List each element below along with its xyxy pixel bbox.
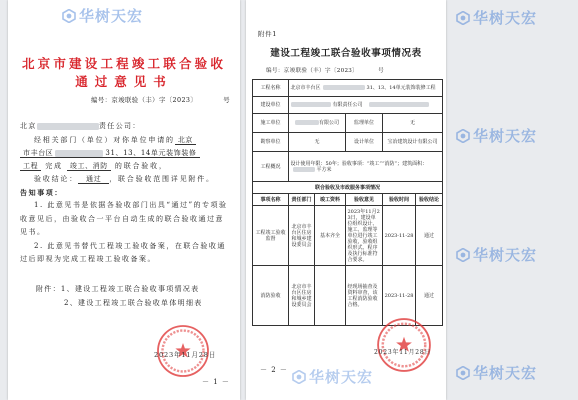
fill-in-underlined: 北京 xyxy=(175,136,196,145)
attachment-item: 2、建设工程竣工联合验收单体明细表 xyxy=(64,299,203,307)
cell-label: 监理单位 xyxy=(346,114,383,133)
document-title-line2: 通过意见书 xyxy=(75,74,173,89)
column-header: 验收结论 xyxy=(416,194,443,206)
column-header: 验收意见 xyxy=(346,194,383,206)
cell-text: 平方米 xyxy=(316,166,332,173)
cell-text: 31、13、14单元装饰装修工程 xyxy=(366,85,436,91)
seal-date: 2023年11月28日 xyxy=(374,349,432,356)
item-date: 2023-11-28 xyxy=(383,266,416,326)
notice-item: 2. 此意见书替代工程竣工验收备案，在联合验收通过后即视为完成工程竣工验收备案。 xyxy=(20,241,226,263)
redacted-text xyxy=(323,85,365,90)
cell-label: 建设单位 xyxy=(253,97,289,114)
watermark-logo-icon xyxy=(456,11,470,25)
body-text: 的联合验收， xyxy=(114,162,168,170)
addressee xyxy=(20,121,141,131)
notice-item: 1. 此意见书是依据各验收部门出具“通过”的专项验收意见后，由验收合一平台自动生成的联合验收通过意见书。 xyxy=(20,201,228,236)
body-text: 经相关部门（单位）对你单位申请的 xyxy=(34,136,175,144)
cell-value: 无 xyxy=(383,114,443,133)
table-row xyxy=(253,206,443,266)
form-title: 建设工程竣工联合验收事项情况表 xyxy=(270,48,422,59)
page-number: － 1 － xyxy=(202,378,230,386)
item-department: 北京市丰台区住房和城乡建设委员会 xyxy=(289,206,315,266)
body-line xyxy=(20,174,232,184)
watermark-logo-icon xyxy=(456,366,470,380)
section-title: 联合验收及市政服务事项情况 xyxy=(253,182,443,194)
watermark xyxy=(456,125,537,146)
page-number: － 2 － xyxy=(260,366,288,374)
fill-text: 31、13、14单元装饰装修 xyxy=(105,149,197,157)
watermark-text: 华树天宏 xyxy=(473,9,538,27)
acceptance-info-table xyxy=(252,79,443,326)
seal-date: 2023年11月28日 xyxy=(154,351,217,359)
body-text: 完成 xyxy=(45,162,63,170)
document-number-suffix: 号 xyxy=(223,96,230,104)
watermark-logo-icon xyxy=(456,129,470,143)
cell-label: 勘察单位 xyxy=(253,133,289,152)
body-line xyxy=(20,148,232,158)
column-header-row xyxy=(253,194,443,206)
fill-in-underlined: 竣工、消防 xyxy=(67,162,111,171)
cell-value xyxy=(289,80,443,97)
cell-text: 有限责任公司 xyxy=(332,102,363,108)
addressee-suffix: 责任公司： xyxy=(98,122,141,130)
attachment-page xyxy=(246,0,446,400)
watermark-text: 华树天宏 xyxy=(473,246,538,264)
fill-in-underlined: 工程 xyxy=(20,162,41,171)
cell-value xyxy=(289,114,346,133)
watermark xyxy=(456,7,537,28)
watermark-text: 华树天宏 xyxy=(473,127,538,145)
item-opinion: 经现场抽查及资料审查，该工程消防验收合格。 xyxy=(346,266,383,326)
body-line xyxy=(20,161,232,171)
column-header: 验收时间 xyxy=(383,194,416,206)
attachment-label: 附件： xyxy=(36,285,61,293)
document-number-suffix: 号 xyxy=(378,68,384,74)
redacted-text xyxy=(291,102,331,107)
document-number-prefix: 编号：京竣联验（丰）字〔2023〕 xyxy=(91,96,198,104)
section-row xyxy=(253,182,443,194)
item-documents xyxy=(315,266,346,326)
item-documents: 基本齐全 xyxy=(315,206,346,266)
redacted-text xyxy=(369,102,429,107)
cell-value xyxy=(289,97,443,114)
table-row xyxy=(253,80,443,97)
cell-label: 工程名称 xyxy=(253,80,289,97)
addressee-prefix: 北京 xyxy=(20,122,37,130)
redacted-text xyxy=(55,150,103,157)
item-department: 北京市丰台区住房和城乡建设委员会 xyxy=(289,266,315,326)
cell-label: 设计单位 xyxy=(346,133,383,152)
watermark-logo-icon xyxy=(456,248,470,262)
cell-label: 工程概况 xyxy=(253,152,289,182)
redacted-text xyxy=(295,120,319,125)
watermark xyxy=(456,244,537,265)
fill-text: 市丰台区 xyxy=(23,149,54,157)
document-number xyxy=(91,95,230,104)
body-text: 验收结论： xyxy=(34,175,78,183)
cell-value: 无 xyxy=(289,133,346,152)
body-text: ，联合验收范围详见附件。 xyxy=(109,175,215,183)
cell-text: 设计使用年限：50年；验收事项：“竣工”“消防”；建筑面积： xyxy=(290,160,428,167)
cell-value: 宝冶建筑设计有限公司 xyxy=(383,133,443,152)
watermark xyxy=(456,362,537,383)
body-line xyxy=(20,135,232,145)
notice-list xyxy=(20,199,232,267)
table-row xyxy=(253,97,443,114)
watermark-text: 华树天宏 xyxy=(473,364,538,382)
document-title-line1: 北京市建设工程竣工联合验收 xyxy=(21,56,227,71)
item-name: 工程竣工验收监督 xyxy=(253,206,289,266)
item-name: 消防验收 xyxy=(253,266,289,326)
redacted-text xyxy=(37,123,99,130)
column-header: 竣工资料 xyxy=(315,194,346,206)
fill-in-underlined: 通过 xyxy=(78,175,109,184)
item-result: 通过 xyxy=(416,266,443,326)
table-row xyxy=(253,133,443,152)
attachment-list xyxy=(36,282,203,310)
column-header: 责任部门 xyxy=(289,194,315,206)
table-row xyxy=(253,114,443,133)
approval-opinion-page xyxy=(8,0,240,400)
document-number xyxy=(266,66,384,74)
redacted-text xyxy=(293,167,315,172)
annex-label: 附件1 xyxy=(258,30,277,38)
document-number-prefix: 编号：京竣联验（丰）字〔2023〕 xyxy=(266,68,359,74)
column-header: 事项名称 xyxy=(253,194,289,206)
item-result: 通过 xyxy=(416,206,443,266)
cell-text: 有限公司 xyxy=(318,120,339,126)
item-date: 2023-11-28 xyxy=(383,206,416,266)
fill-in-underlined xyxy=(20,149,200,158)
watermark-text: 华树天宏 xyxy=(309,368,374,386)
cell-label: 施工单位 xyxy=(253,114,289,133)
cell-value xyxy=(289,152,443,182)
official-seal xyxy=(375,316,433,374)
item-opinion: 2023年11月23日，建设单位组织设计、施工、监理等单位进行竣工验收，验收组织形式、程序及执行标准符合要求。 xyxy=(346,206,383,266)
notice-heading: 告知事项： xyxy=(20,188,63,197)
attachment-item: 1、建设工程竣工联合验收事项情况表 xyxy=(60,285,200,293)
watermark-text: 华树天宏 xyxy=(79,7,144,25)
table-row xyxy=(253,152,443,182)
cell-text: 北京市丰台区 xyxy=(290,85,321,91)
